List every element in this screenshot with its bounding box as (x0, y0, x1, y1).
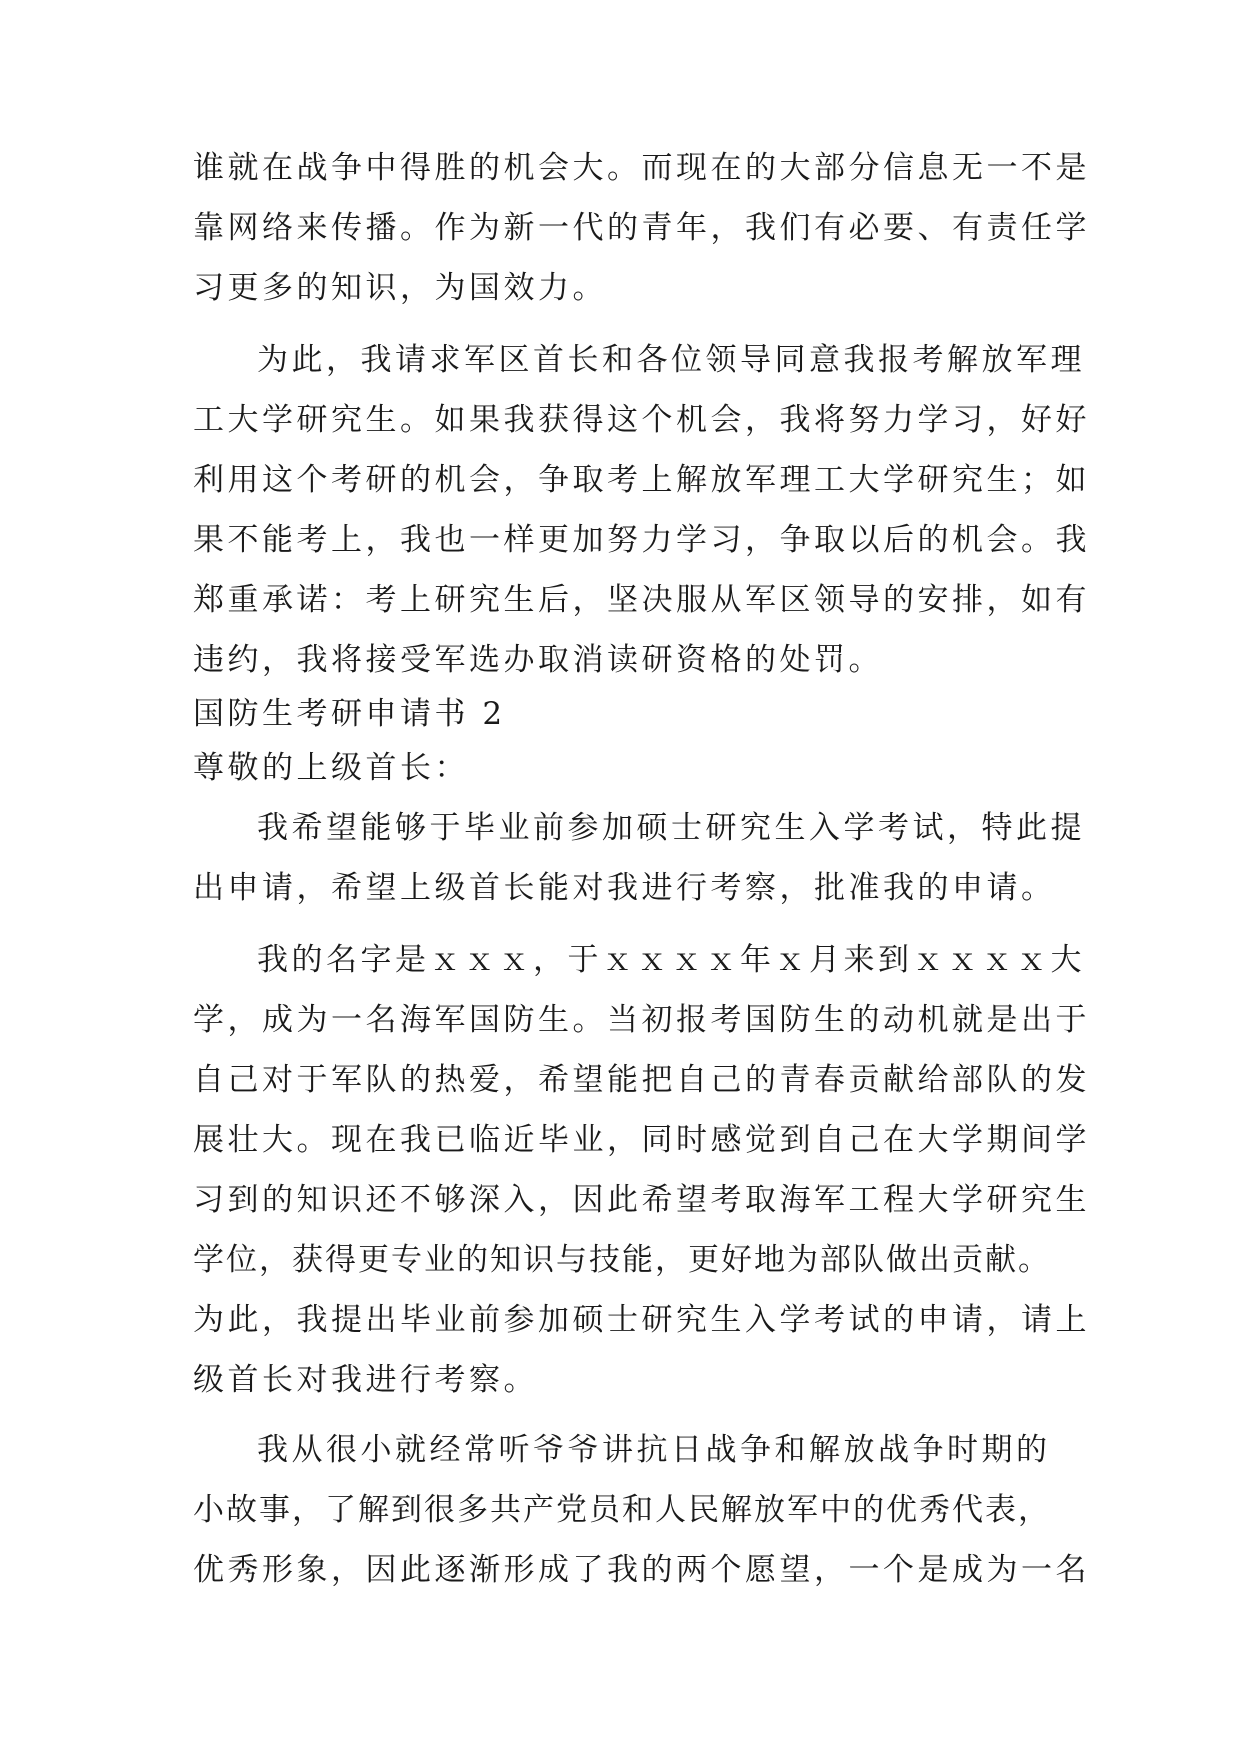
text-line: 出申请，希望上级首长能对我进行考察，批准我的申请。 (193, 870, 1056, 906)
paragraph-first-line: 我的名字是ｘｘｘ，于ｘｘｘｘ年ｘ月来到ｘｘｘｘ大 (257, 942, 1085, 978)
salutation: 尊敬的上级首长： (193, 750, 469, 786)
text-line: 习更多的知识，为国效力。 (193, 270, 607, 306)
paragraph-first-line: 为此，我请求军区首长和各位领导同意我报考解放军理 (257, 342, 1085, 378)
text-line: 级首长对我进行考察。 (193, 1362, 538, 1398)
text-line: 学，成为一名海军国防生。当初报考国防生的动机就是出于 (193, 1002, 1090, 1038)
text-line: 优秀形象，因此逐渐形成了我的两个愿望，一个是成为一名 (193, 1552, 1090, 1588)
text-line: 郑重承诺：考上研究生后，坚决服从军区领导的安排，如有 (193, 582, 1090, 618)
text-line: 靠网络来传播。作为新一代的青年，我们有必要、有责任学 (193, 210, 1090, 246)
paragraph-first-line: 我希望能够于毕业前参加硕士研究生入学考试，特此提 (257, 810, 1085, 846)
text-line: 展壮大。现在我已临近毕业，同时感觉到自己在大学期间学 (193, 1122, 1090, 1158)
text-line: 果不能考上，我也一样更加努力学习，争取以后的机会。我 (193, 522, 1090, 558)
section-heading: 国防生考研申请书 2 (193, 696, 506, 732)
text-line: 自己对于军队的热爱，希望能把自己的青春贡献给部队的发 (193, 1062, 1090, 1098)
text-line: 习到的知识还不够深入，因此希望考取海军工程大学研究生 (193, 1182, 1090, 1218)
text-line: 利用这个考研的机会，争取考上解放军理工大学研究生；如 (193, 462, 1090, 498)
paragraph-first-line: 我从很小就经常听爷爷讲抗日战争和解放战争时期的 (257, 1432, 1051, 1468)
text-line: 学位，获得更专业的知识与技能，更好地为部队做出贡献。 (193, 1242, 1051, 1278)
text-line: 小故事，了解到很多共产党员和人民解放军中的优秀代表， (193, 1492, 1051, 1528)
text-line: 为此，我提出毕业前参加硕士研究生入学考试的申请，请上 (193, 1302, 1090, 1338)
text-line: 谁就在战争中得胜的机会大。而现在的大部分信息无一不是 (193, 150, 1090, 186)
text-line: 工大学研究生。如果我获得这个机会，我将努力学习，好好 (193, 402, 1090, 438)
text-line: 违约，我将接受军选办取消读研资格的处罚。 (193, 642, 883, 678)
